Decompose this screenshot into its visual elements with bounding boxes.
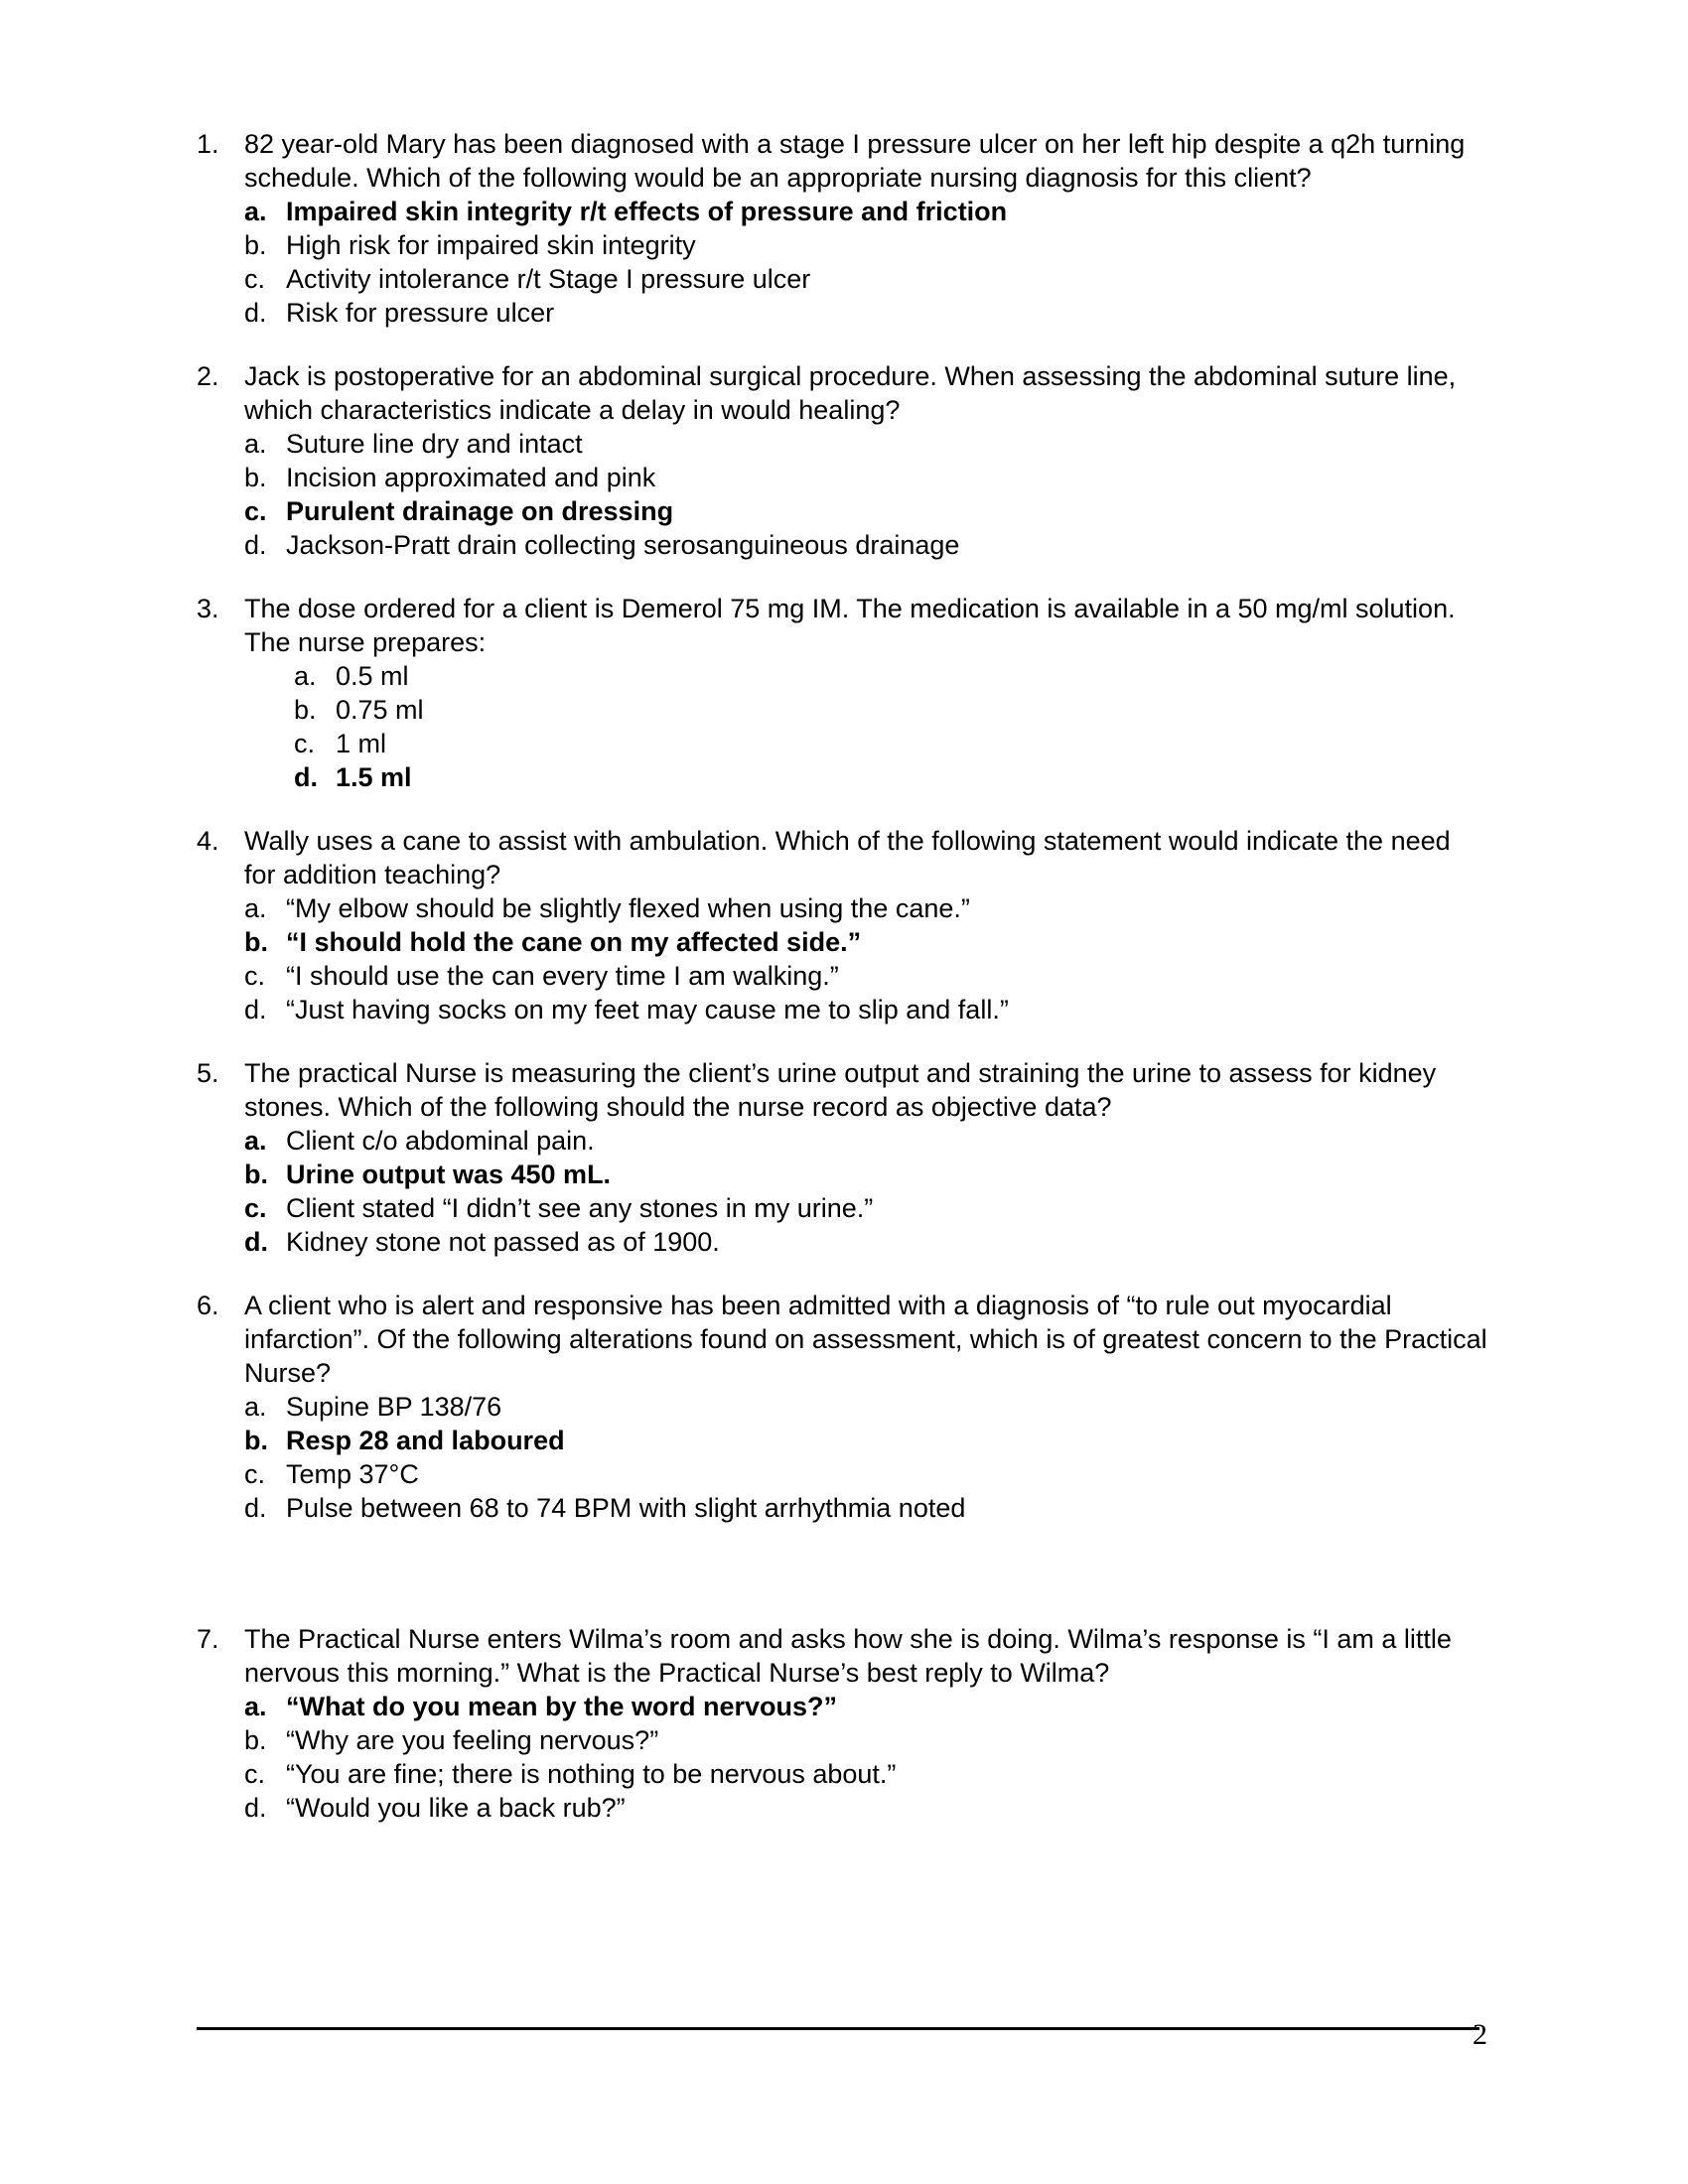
answer-option[interactable] (244, 195, 1487, 228)
question-text: A client who is alert and responsive has been admitted with a diagnosis of “to rule out myocardial infarction”. Of the following alterations found on assessment, which is of greatest concern to the Practical Nurse? (244, 1291, 1487, 1388)
option-letter: a. (294, 661, 317, 691)
option-letter: c. (244, 1193, 267, 1223)
question-number: 7. (197, 1624, 219, 1654)
option-text: Client c/o abdominal pain. (286, 1126, 595, 1156)
option-letter: a. (244, 893, 267, 923)
question-stem-row (197, 824, 1487, 891)
question-block (197, 1622, 1487, 1825)
question-number: 5. (197, 1058, 219, 1088)
question-stem-row (197, 359, 1487, 427)
option-letter: b. (244, 1426, 268, 1455)
option-text: 0.5 ml (336, 661, 409, 691)
question-block (197, 592, 1487, 794)
option-letter: d. (244, 1493, 267, 1523)
answer-option[interactable] (244, 1491, 1487, 1525)
answer-option[interactable] (244, 1225, 1487, 1259)
option-text: Kidney stone not passed as of 1900. (286, 1227, 720, 1257)
answer-option[interactable] (244, 262, 1487, 296)
answer-option[interactable] (244, 1690, 1487, 1723)
option-letter: b. (294, 695, 317, 725)
question-text: Jack is postoperative for an abdominal surgical procedure. When assessing the abdominal suture line, which characteristics indicate a delay in would healing? (244, 361, 1457, 425)
answer-option[interactable] (294, 727, 1487, 760)
option-text: “My elbow should be slightly flexed when using the cane.” (286, 893, 970, 923)
answer-option[interactable] (244, 1723, 1487, 1757)
answer-option[interactable] (244, 1424, 1487, 1457)
answer-option[interactable] (244, 993, 1487, 1026)
option-letter: c. (244, 1759, 266, 1789)
question-number: 4. (197, 826, 219, 856)
answer-option[interactable] (244, 1191, 1487, 1225)
option-letter: a. (244, 197, 267, 226)
option-text: Jackson-Pratt drain collecting serosanguineous drainage (286, 530, 960, 560)
answer-option-list (244, 891, 1487, 1026)
question-block (197, 1056, 1487, 1259)
answer-option[interactable] (244, 1757, 1487, 1791)
option-letter: c. (244, 264, 266, 294)
question-stem-row (197, 1056, 1487, 1124)
option-text: Urine output was 450 mL. (286, 1160, 612, 1189)
answer-option-list (244, 1124, 1487, 1259)
option-letter: a. (244, 1692, 267, 1721)
question-number: 6. (197, 1291, 219, 1320)
option-text: Suture line dry and intact (286, 429, 583, 459)
answer-option[interactable] (244, 1158, 1487, 1191)
answer-option[interactable] (244, 228, 1487, 262)
option-letter: b. (244, 927, 268, 957)
option-letter: c. (244, 961, 266, 991)
option-letter: d. (294, 762, 318, 792)
question-text: 82 year-old Mary has been diagnosed with a stage I pressure ulcer on her left hip despite a q2h turning schedule. Which of the following would be an appropriate nursing diagnosis for this client? (244, 129, 1466, 193)
page-footer (197, 2018, 1487, 2087)
question-text: Wally uses a cane to assist with ambulation. Which of the following statement would indicate the need for addition teaching? (244, 826, 1451, 889)
option-letter: d. (244, 530, 267, 560)
option-letter: d. (244, 1227, 268, 1257)
option-letter: d. (244, 995, 267, 1024)
answer-option[interactable] (244, 925, 1487, 959)
answer-option-list (244, 195, 1487, 330)
question-text: The dose ordered for a client is Demerol 75 mg IM. The medication is available in a 50 mg/ml solution. The nurse prepares: (244, 594, 1456, 657)
question-stem-row (197, 1289, 1487, 1390)
answer-option[interactable] (244, 959, 1487, 993)
option-text: 1 ml (336, 729, 387, 758)
option-letter: c. (244, 1459, 266, 1489)
option-letter: c. (294, 729, 316, 758)
answer-option[interactable] (244, 891, 1487, 925)
option-text: Pulse between 68 to 74 BPM with slight arrhythmia noted (286, 1493, 966, 1523)
answer-option[interactable] (294, 760, 1487, 794)
option-letter: c. (244, 496, 267, 526)
option-letter: a. (244, 429, 267, 459)
question-number: 3. (197, 594, 219, 623)
question-text: The Practical Nurse enters Wilma’s room and asks how she is doing. Wilma’s response is “I am a little nervous this morning.” What is the Practical Nurse’s best reply to Wilma? (244, 1624, 1452, 1688)
option-text: Activity intolerance r/t Stage I pressure ulcer (286, 264, 811, 294)
question-list (197, 127, 1487, 1854)
answer-option[interactable] (294, 659, 1487, 693)
question-number: 2. (197, 361, 219, 391)
option-text: High risk for impaired skin integrity (286, 230, 696, 260)
option-letter: d. (244, 1793, 267, 1823)
question-block (197, 127, 1487, 330)
answer-option-list (244, 427, 1487, 562)
answer-option[interactable] (244, 1791, 1487, 1825)
question-block (197, 1289, 1487, 1525)
answer-option[interactable] (294, 693, 1487, 727)
answer-option-list (244, 1390, 1487, 1525)
question-stem-row (197, 592, 1487, 659)
page-number: 2 (1473, 2018, 1487, 2051)
answer-option[interactable] (244, 528, 1487, 562)
option-text: 1.5 ml (336, 762, 412, 792)
option-text: “You are fine; there is nothing to be nervous about.” (286, 1759, 897, 1789)
answer-option[interactable] (244, 461, 1487, 494)
option-text: Client stated “I didn’t see any stones in my urine.” (286, 1193, 874, 1223)
option-text: Temp 37°C (286, 1459, 419, 1489)
option-text: “Would you like a back rub?” (286, 1793, 626, 1823)
answer-option[interactable] (244, 1124, 1487, 1158)
answer-option-list (294, 659, 1487, 794)
answer-option[interactable] (244, 494, 1487, 528)
option-text: Incision approximated and pink (286, 463, 656, 492)
option-text: “I should use the can every time I am walking.” (286, 961, 839, 991)
option-letter: a. (244, 1126, 267, 1156)
footer-divider (197, 2027, 1479, 2030)
option-text: Impaired skin integrity r/t effects of pressure and friction (286, 197, 1008, 226)
answer-option[interactable] (244, 1457, 1487, 1491)
option-text: 0.75 ml (336, 695, 424, 725)
option-letter: a. (244, 1392, 267, 1422)
question-block (197, 824, 1487, 1026)
option-letter: b. (244, 463, 267, 492)
answer-option-list (244, 1690, 1487, 1825)
question-text: The practical Nurse is measuring the client’s urine output and straining the urine to assess for kidney stones. Which of the following should the nurse record as objective data? (244, 1058, 1437, 1122)
question-number: 1. (197, 129, 219, 159)
question-stem-row (197, 127, 1487, 195)
option-text: Resp 28 and laboured (286, 1426, 565, 1455)
option-text: “Why are you feeling nervous?” (286, 1725, 659, 1755)
answer-option[interactable] (244, 296, 1487, 330)
option-text: Risk for pressure ulcer (286, 298, 555, 328)
option-letter: b. (244, 230, 267, 260)
option-text: “What do you mean by the word nervous?” (286, 1692, 838, 1721)
option-text: Purulent drainage on dressing (286, 496, 674, 526)
answer-option[interactable] (244, 1390, 1487, 1424)
question-stem-row (197, 1622, 1487, 1690)
option-letter: b. (244, 1160, 268, 1189)
question-block (197, 359, 1487, 562)
option-letter: b. (244, 1725, 267, 1755)
option-text: “Just having socks on my feet may cause me to slip and fall.” (286, 995, 1009, 1024)
answer-option[interactable] (244, 427, 1487, 461)
option-letter: d. (244, 298, 267, 328)
option-text: Supine BP 138/76 (286, 1392, 502, 1422)
option-text: “I should hold the cane on my affected side.” (286, 927, 862, 957)
